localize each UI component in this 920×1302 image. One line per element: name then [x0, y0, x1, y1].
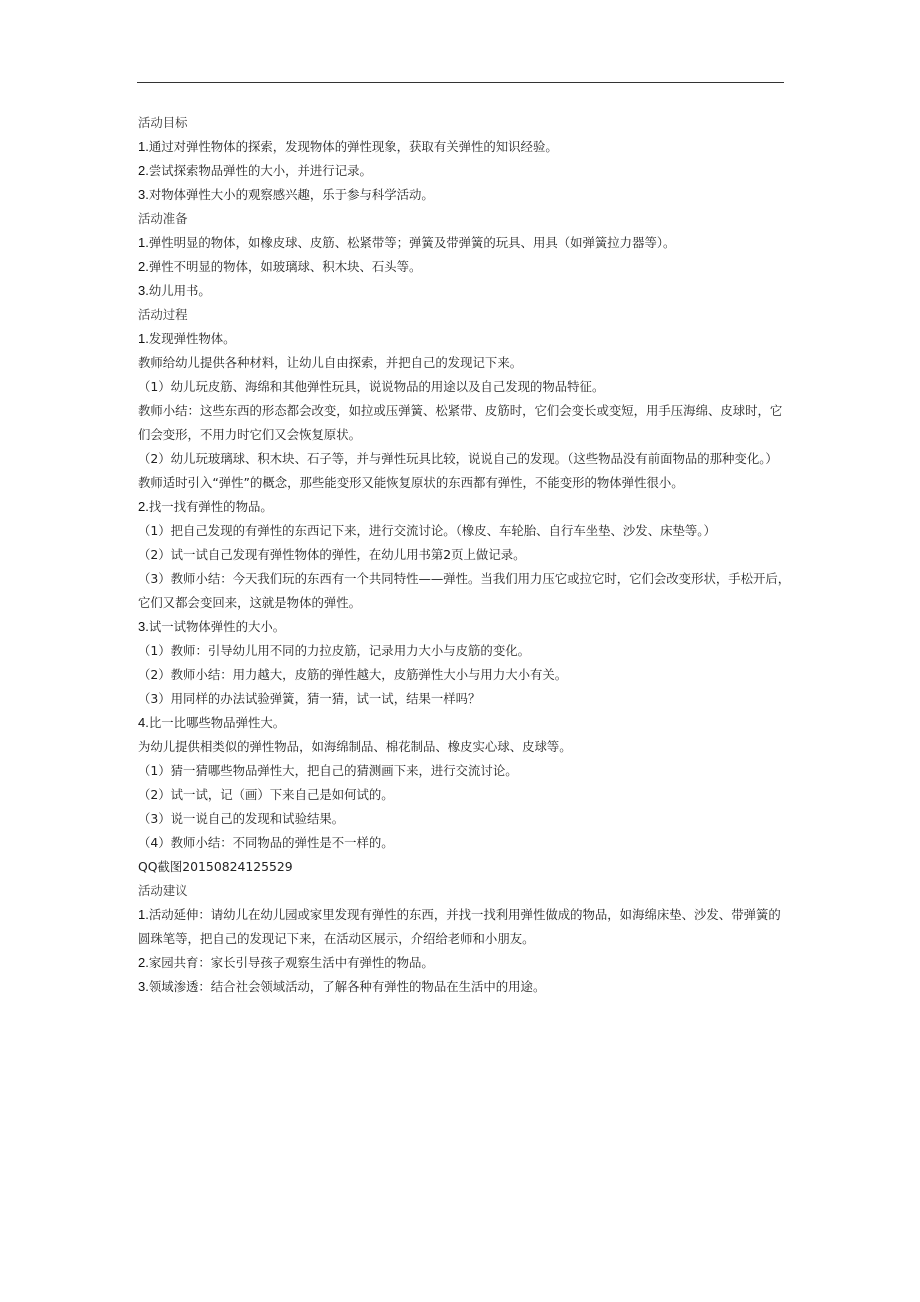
- line-text: 尝试探索物品弹性的大小，并进行记录。: [148, 163, 372, 178]
- paragraph-line: [138, 183, 788, 207]
- line-text: （3）说一说自己的发现和试验结果。: [138, 811, 345, 826]
- paragraph-line: [138, 591, 788, 615]
- line-text: 教师给幼儿提供各种材料，让幼儿自由探索，并把自己的发现记下来。: [138, 355, 523, 370]
- paragraph-line: [138, 135, 788, 159]
- paragraph-line: [138, 759, 788, 783]
- line-text: （2）教师小结：用力越大，皮筋的弹性越大，皮筋弹性大小与用力大小有关。: [138, 667, 568, 682]
- item-number: 3.: [138, 283, 149, 298]
- section-heading: 活动准备: [138, 211, 188, 226]
- line-text: 对物体弹性大小的观察感兴趣，乐于参与科学活动。: [148, 187, 434, 202]
- line-text: 试一试物体弹性的大小。: [148, 619, 286, 634]
- paragraph-line: [138, 567, 791, 591]
- line-text: （1）把自己发现的有弹性的东西记下来，进行交流讨论。（橡皮、车轮胎、自行车坐垫、沙发、床垫等。）: [138, 523, 716, 538]
- paragraph-line: [138, 735, 788, 759]
- section-heading: 活动过程: [138, 307, 188, 322]
- line-text: 弹性明显的物体，如橡皮球、皮筋、松紧带等；弹簧及带弹簧的玩具、用具（如弹簧拉力器等）。: [148, 235, 676, 250]
- line-text: QQ截图20150824125529: [138, 859, 293, 874]
- item-number: 2.: [138, 259, 149, 274]
- paragraph-line: [138, 615, 788, 639]
- line-text: （1）教师：引导幼儿用不同的力拉皮筋，记录用力大小与皮筋的变化。: [138, 643, 530, 658]
- line-text: 发现弹性物体。: [148, 331, 236, 346]
- paragraph-line: [138, 159, 788, 183]
- paragraph-line: [138, 951, 788, 975]
- line-text: 家园共育：家长引导孩子观察生活中有弹性的物品。: [148, 955, 434, 970]
- item-number: 2.: [138, 163, 149, 178]
- paragraph-line: [138, 495, 788, 519]
- section-heading: 活动目标: [138, 115, 188, 130]
- item-number: 3.: [138, 979, 149, 994]
- line-text: （2）试一试，记（画）下来自己是如何试的。: [138, 787, 394, 802]
- item-number: 2.: [138, 955, 149, 970]
- paragraph-line: [138, 831, 788, 855]
- paragraph-line: [138, 327, 788, 351]
- paragraph-line: [138, 903, 788, 927]
- section-heading: 活动建议: [138, 883, 188, 898]
- paragraph-line: [138, 975, 788, 999]
- paragraph-line: [138, 351, 788, 375]
- paragraph-line: [138, 447, 788, 471]
- line-text: 领域渗透：结合社会领域活动，了解各种有弹性的物品在生活中的用途。: [148, 979, 546, 994]
- item-number: 2.: [138, 499, 149, 514]
- line-text: 教师小结：这些东西的形态都会改变，如拉或压弹簧、松紧带、皮筋时，它们会变长或变短，用手压海绵、皮球时，它: [138, 403, 783, 418]
- line-text: 教师适时引入“弹性”的概念，那些能变形又能恢复原状的东西都有弹性，不能变形的物体弹性很小。: [138, 475, 684, 490]
- document-body: [138, 111, 791, 999]
- line-text: （3）用同样的办法试验弹簧，猜一猜，试一试，结果一样吗？: [138, 691, 481, 706]
- line-text: （3）教师小结：今天我们玩的东西有一个共同特性——弹性。当我们用力压它或拉它时，它们会改变形状，手松开后，: [138, 571, 791, 586]
- item-number: 1.: [138, 139, 149, 154]
- paragraph-line: [138, 927, 788, 951]
- line-text: （4）教师小结：不同物品的弹性是不一样的。: [138, 835, 394, 850]
- line-text: 弹性不明显的物体，如玻璃球、积木块、石头等。: [148, 259, 422, 274]
- line-text: （2）幼儿玩玻璃球、积木块、石子等，并与弹性玩具比较，说说自己的发现。（这些物品没有前面物品的那种变化。）: [138, 451, 778, 466]
- paragraph-line: [138, 687, 788, 711]
- paragraph-line: [138, 519, 788, 543]
- line-text: （1）猜一猜哪些物品弹性大，把自己的猜测画下来，进行交流讨论。: [138, 763, 518, 778]
- line-text: 通过对弹性物体的探索，发现物体的弹性现象，获取有关弹性的知识经验。: [148, 139, 558, 154]
- paragraph-line: [138, 783, 788, 807]
- header-rule: [137, 82, 784, 83]
- paragraph-line: [138, 279, 788, 303]
- line-text: 找一找有弹性的物品。: [148, 499, 273, 514]
- paragraph-line: [138, 375, 788, 399]
- paragraph-line: [138, 639, 788, 663]
- line-text: （1）幼儿玩皮筋、海绵和其他弹性玩具，说说物品的用途以及自己发现的物品特征。: [138, 379, 605, 394]
- paragraph-line: [138, 255, 788, 279]
- line-text: 比一比哪些物品弹性大。: [148, 715, 286, 730]
- line-text: 活动延伸：请幼儿在幼儿园或家里发现有弹性的东西，并找一找利用弹性做成的物品，如海绵床垫、沙发、带弹簧的: [148, 907, 781, 922]
- item-number: 4.: [138, 715, 149, 730]
- line-text: 圆珠笔等，把自己的发现记下来，在活动区展示，介绍给老师和小朋友。: [138, 931, 535, 946]
- paragraph-line: [138, 471, 788, 495]
- paragraph-line: [138, 543, 788, 567]
- line-text: 们会变形，不用力时它们又会恢复原状。: [138, 427, 362, 442]
- paragraph-line: [138, 711, 788, 735]
- paragraph-line: [138, 399, 788, 423]
- item-number: 1.: [138, 331, 149, 346]
- line-text: （2）试一试自己发现有弹性物体的弹性，在幼儿用书第2页上做记录。: [138, 547, 526, 562]
- line-text: 幼儿用书。: [148, 283, 211, 298]
- line-text: 它们又都会变回来，这就是物体的弹性。: [138, 595, 362, 610]
- item-number: 1.: [138, 235, 149, 250]
- paragraph-line: [138, 855, 788, 879]
- item-number: 3.: [138, 619, 149, 634]
- paragraph-line: [138, 231, 788, 255]
- item-number: 1.: [138, 907, 149, 922]
- paragraph-line: [138, 663, 788, 687]
- paragraph-line: [138, 423, 788, 447]
- paragraph-line: [138, 807, 788, 831]
- line-text: 为幼儿提供相类似的弹性物品，如海绵制品、棉花制品、橡皮实心球、皮球等。: [138, 739, 572, 754]
- item-number: 3.: [138, 187, 149, 202]
